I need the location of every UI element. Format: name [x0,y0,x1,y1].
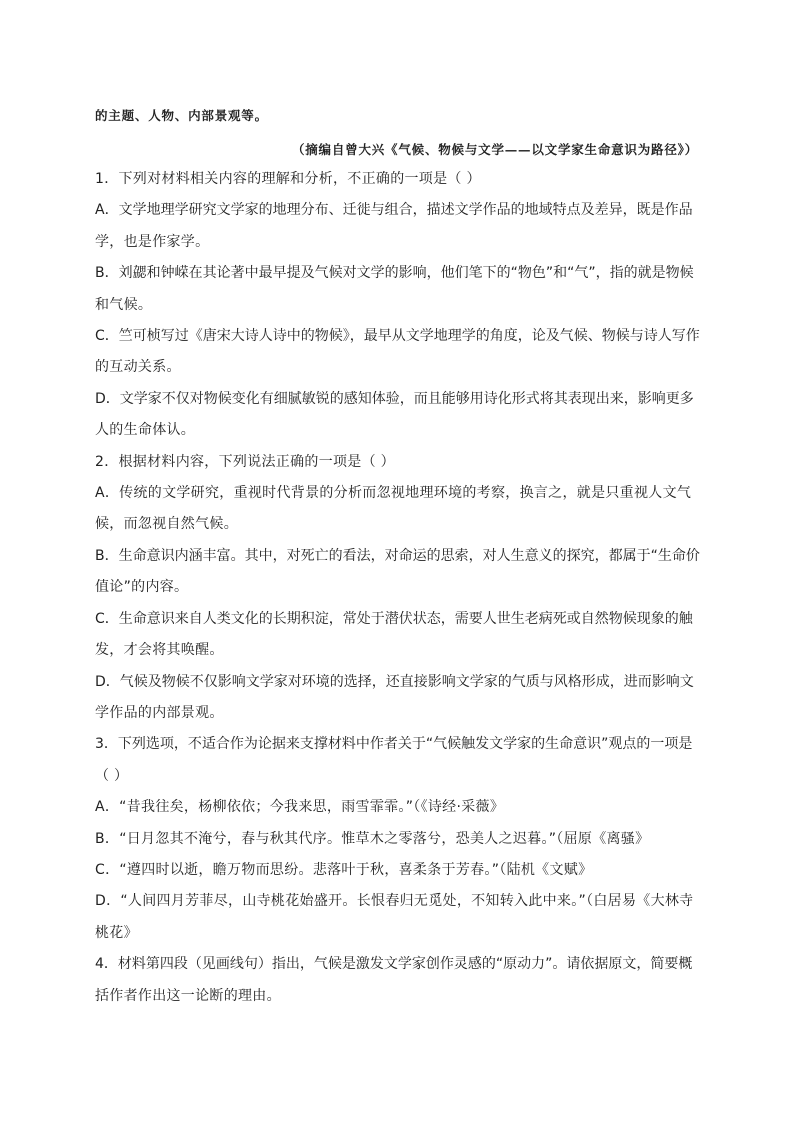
q3-option-a: A．“昔我往矣，杨柳依依；今我来思，雨雪霏霏。”（《诗经·采薇》 [95,799,505,815]
q1-option-c: C．竺可桢写过《唐宋大诗人诗中的物候》，最早从文学地理学的角度，论及气候、物候与诗人写作 [95,328,700,344]
q3-option-d: D．“人间四月芳菲尽，山寺桃花始盛开。长恨春归无觅处，不知转入此中来。”（白居易《大林寺 [95,893,694,909]
q2-option-c-cont: 发，才会将其唤醒。 [95,642,224,658]
q3-option-c: C．“遵四时以逝，瞻万物而思纷。悲落叶于秋，喜柔条于芳春。”（陆机《文赋》 [95,862,593,878]
q1-option-a: A．文学地理学研究文学家的地理分布、迁徙与组合，描述文学作品的地域特点及差异，既是作品 [95,202,693,218]
q1-option-b: B．刘勰和钟嵘在其论著中最早提及气候对文学的影响，他们笔下的“物色”和“气”，指的就是物候 [95,265,694,281]
question-3-stem: 3．下列选项，不适合作为论据来支撑材料中作者关于“气候触发文学家的生命意识”观点的一项是 [95,736,693,752]
q2-option-b: B．生命意识内涵丰富。其中，对死亡的看法，对命运的思索，对人生意义的探究，都属于“生命价 [95,548,700,564]
q2-option-d: D．气候及物候不仅影响文学家对环境的选择，还直接影响文学家的气质与风格形成，进而影响文 [95,674,694,690]
q2-option-b-cont: 值论”的内容。 [95,579,189,595]
question-4-stem: 4．材料第四段（见画线句）指出，气候是激发文学家创作灵感的“原动力”。请依据原文，简要概 [95,956,693,972]
q2-option-a: A．传统的文学研究，重视时代背景的分析而忽视地理环境的考察，换言之，就是只重视人文气 [95,485,692,501]
q1-option-d: D．文学家不仅对物候变化有细腻敏锐的感知体验，而且能够用诗化形式将其表现出来，影响更多 [95,391,694,407]
q2-option-c: C．生命意识来自人类文化的长期积淀，常处于潜伏状态，需要人世生老病死或自然物候现象的触 [95,611,693,627]
q1-option-d-cont: 人的生命体认。 [95,422,196,438]
question-4-stem-cont: 括作者作出这一论断的理由。 [95,988,281,1004]
q3-option-b: B．“日月忽其不淹兮，春与秋其代序。惟草木之零落兮，恐美人之迟暮。”（屈原《离骚》 [95,831,650,847]
q1-option-c-cont: 的互动关系。 [95,359,181,375]
question-3-stem-cont: （ ） [95,768,129,784]
question-2-stem: 2．根据材料内容，下列说法正确的一项是（ ） [95,454,395,470]
q1-option-b-cont: 和气候。 [95,297,153,313]
q1-option-a-cont: 学，也是作家学。 [95,234,210,250]
source-citation: （摘编自曾大兴《气候、物候与文学——以文学家生命意识为路径》） [291,142,698,157]
q2-option-d-cont: 学作品的内部景观。 [95,705,224,721]
passage-continuation: 的主题、人物、内部景观等。 [95,108,268,123]
question-1-stem: 1．下列对材料相关内容的理解和分析，不正确的一项是（ ） [95,171,481,187]
q3-option-d-cont: 桃花》 [95,925,138,941]
q2-option-a-cont: 候，而忽视自然气候。 [95,516,238,532]
